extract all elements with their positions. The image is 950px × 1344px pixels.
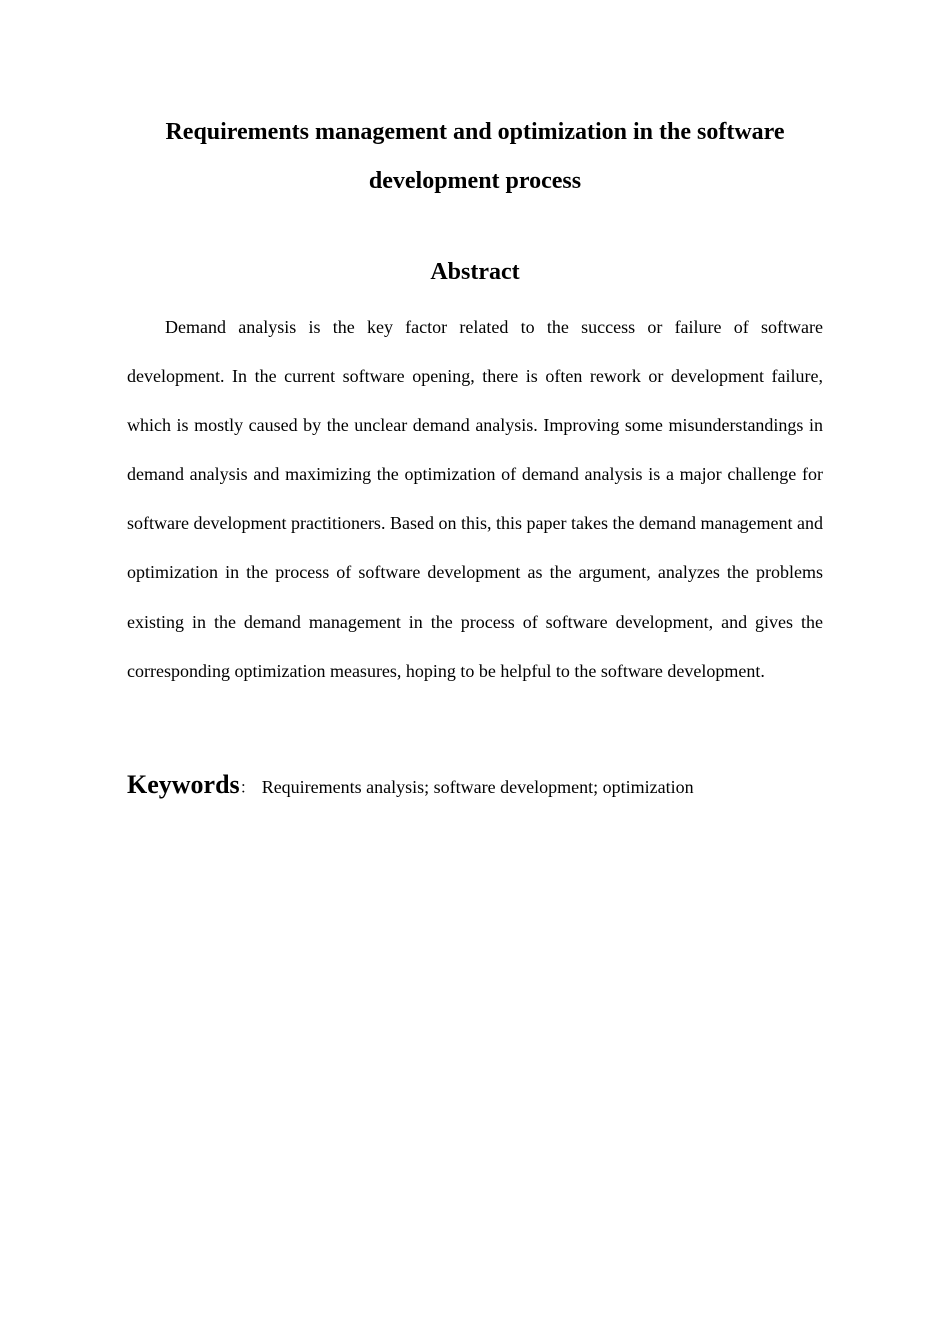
keywords-label: Keywords: [127, 770, 240, 799]
abstract-heading: Abstract: [430, 259, 520, 285]
keywords-separator: ：: [239, 780, 256, 797]
keywords-line: [127, 770, 823, 800]
paper-title: Requirements management and optimization in the software development process: [165, 119, 785, 194]
abstract-body: Demand analysis is the key factor related to the success or failure of software development. In the current software opening, there is often rework or development failure, which is mostly caused by the unclear demand analysis. Improving some misunderstandings in demand analysis and maximizing the optimization of demand analysis is a major challenge for software development practitioners. Based on this, this paper takes the demand management and optimization in the process of software development as the argument, analyzes the problems existing in the demand management in the process of software development, and gives the corresponding optimization measures, hoping to be helpful to the software development.: [127, 317, 823, 681]
keywords-text: Requirements analysis; software development; optimization: [261, 777, 694, 797]
